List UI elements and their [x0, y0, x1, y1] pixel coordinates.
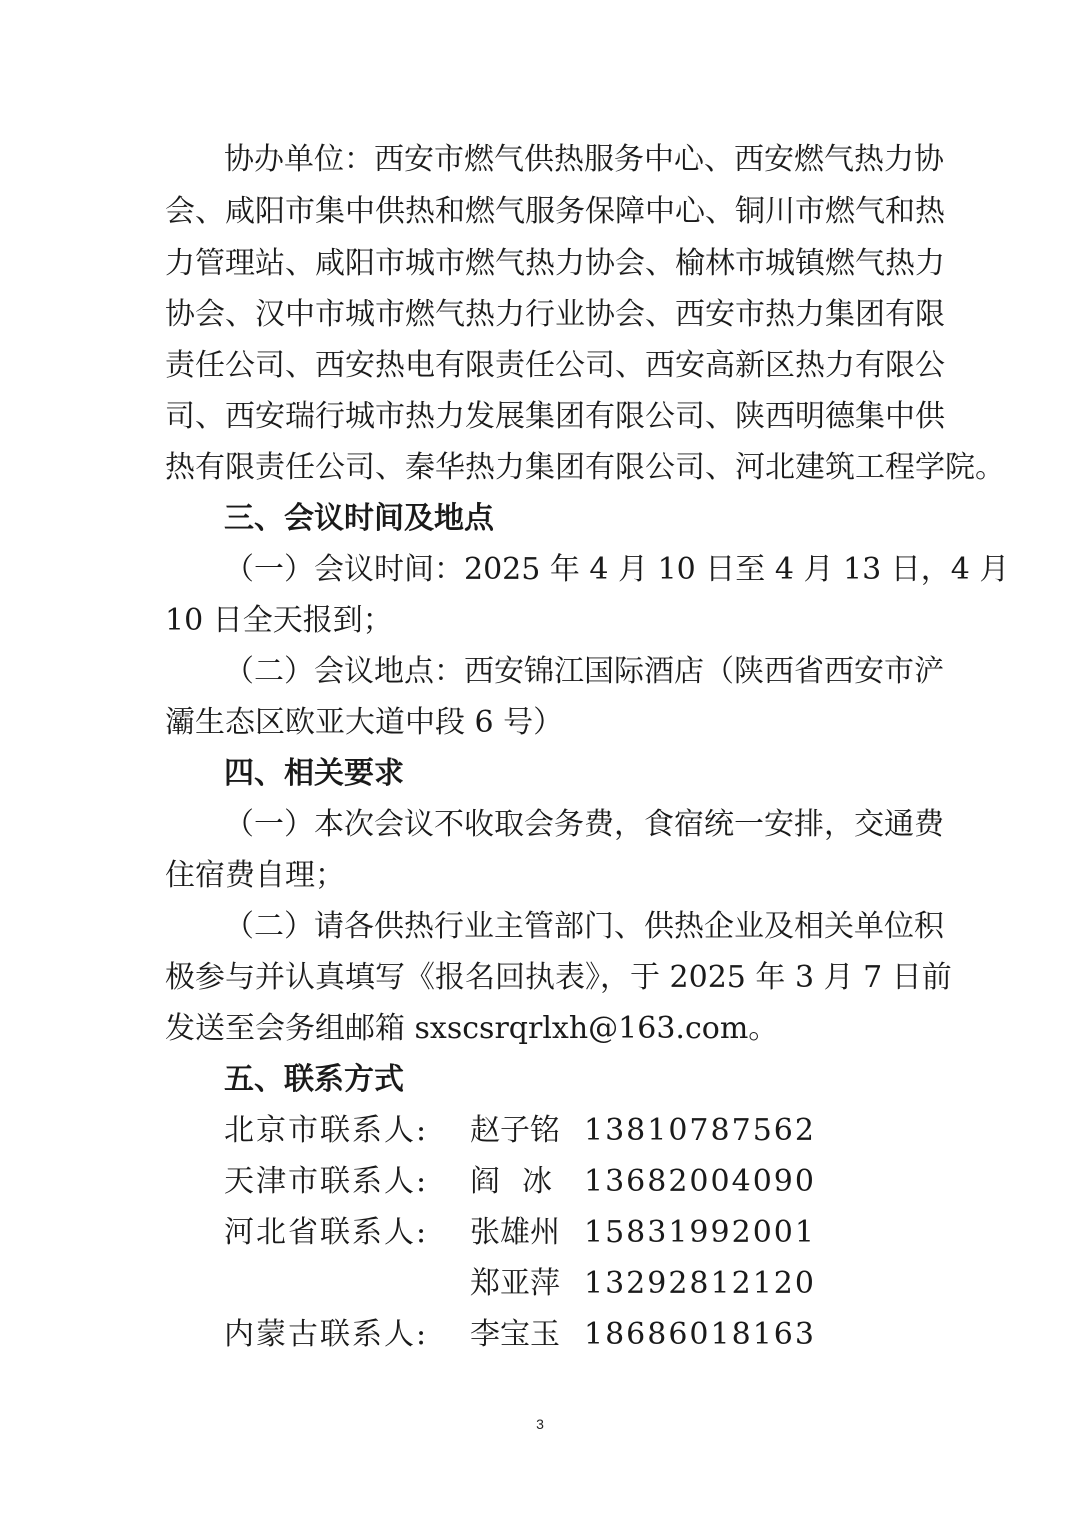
requirement-1-line-1: （一）本次会议不收取会务费，食宿统一安排，交通费 [224, 807, 944, 842]
co-organizers-line-3: 力管理站、咸阳市城市燃气热力协会、榆林市城镇燃气热力 [165, 246, 945, 281]
contact-name: 李宝玉 [470, 1317, 560, 1352]
requirement-1-line-2: 住宿费自理； [165, 858, 345, 893]
meeting-place-line-1: （二）会议地点：西安锦江国际酒店（陕西省西安市浐 [224, 654, 944, 689]
co-organizers-line-1: 协办单位：西安市燃气供热服务中心、西安燃气热力协 [224, 142, 944, 177]
contact-name: 郑亚萍 [470, 1266, 560, 1301]
requirement-2-line-1: （二）请各供热行业主管部门、供热企业及相关单位积 [224, 909, 944, 944]
section-heading-time-place: 三、会议时间及地点 [224, 501, 494, 536]
meeting-time-line-1: （一）会议时间：2025 年 4 月 10 日至 4 月 13 日，4 月 [224, 552, 1010, 587]
page-number: 3 [536, 1416, 544, 1432]
contact-region-label: 内蒙古联系人: [224, 1317, 429, 1352]
section-heading-requirements: 四、相关要求 [224, 756, 404, 791]
contact-phone: 13682004090 [584, 1164, 816, 1199]
contact-name: 赵子铭 [470, 1113, 560, 1148]
contact-region-label: 北京市联系人: [224, 1113, 429, 1148]
contact-phone: 13810787562 [584, 1113, 816, 1148]
co-organizers-line-4: 协会、汉中市城市燃气热力行业协会、西安市热力集团有限 [165, 297, 945, 332]
contact-name: 张雄州 [470, 1215, 560, 1250]
co-organizers-line-2: 会、咸阳市集中供热和燃气服务保障中心、铜川市燃气和热 [165, 194, 945, 229]
section-heading-contacts: 五、联系方式 [224, 1062, 404, 1097]
contact-phone: 13292812120 [584, 1266, 816, 1301]
contact-name: 阎冰 [470, 1164, 552, 1199]
co-organizers-line-7: 热有限责任公司、秦华热力集团有限公司、河北建筑工程学院。 [165, 450, 1005, 485]
contact-phone: 18686018163 [584, 1317, 816, 1352]
requirement-2-line-2: 极参与并认真填写《报名回执表》，于 2025 年 3 月 7 日前 [165, 960, 952, 995]
co-organizers-line-6: 司、西安瑞行城市热力发展集团有限公司、陕西明德集中供 [165, 399, 945, 434]
co-organizers-line-5: 责任公司、西安热电有限责任公司、西安高新区热力有限公 [165, 348, 945, 383]
contact-phone: 15831992001 [584, 1215, 816, 1250]
meeting-time-line-2: 10 日全天报到； [165, 603, 393, 638]
contact-region-label: 天津市联系人: [224, 1164, 429, 1199]
requirement-2-line-3: 发送至会务组邮箱 sxscsrqrlxh@163.com。 [165, 1011, 779, 1046]
contact-region-label: 河北省联系人: [224, 1215, 429, 1250]
meeting-place-line-2: 灞生态区欧亚大道中段 6 号） [165, 705, 564, 740]
